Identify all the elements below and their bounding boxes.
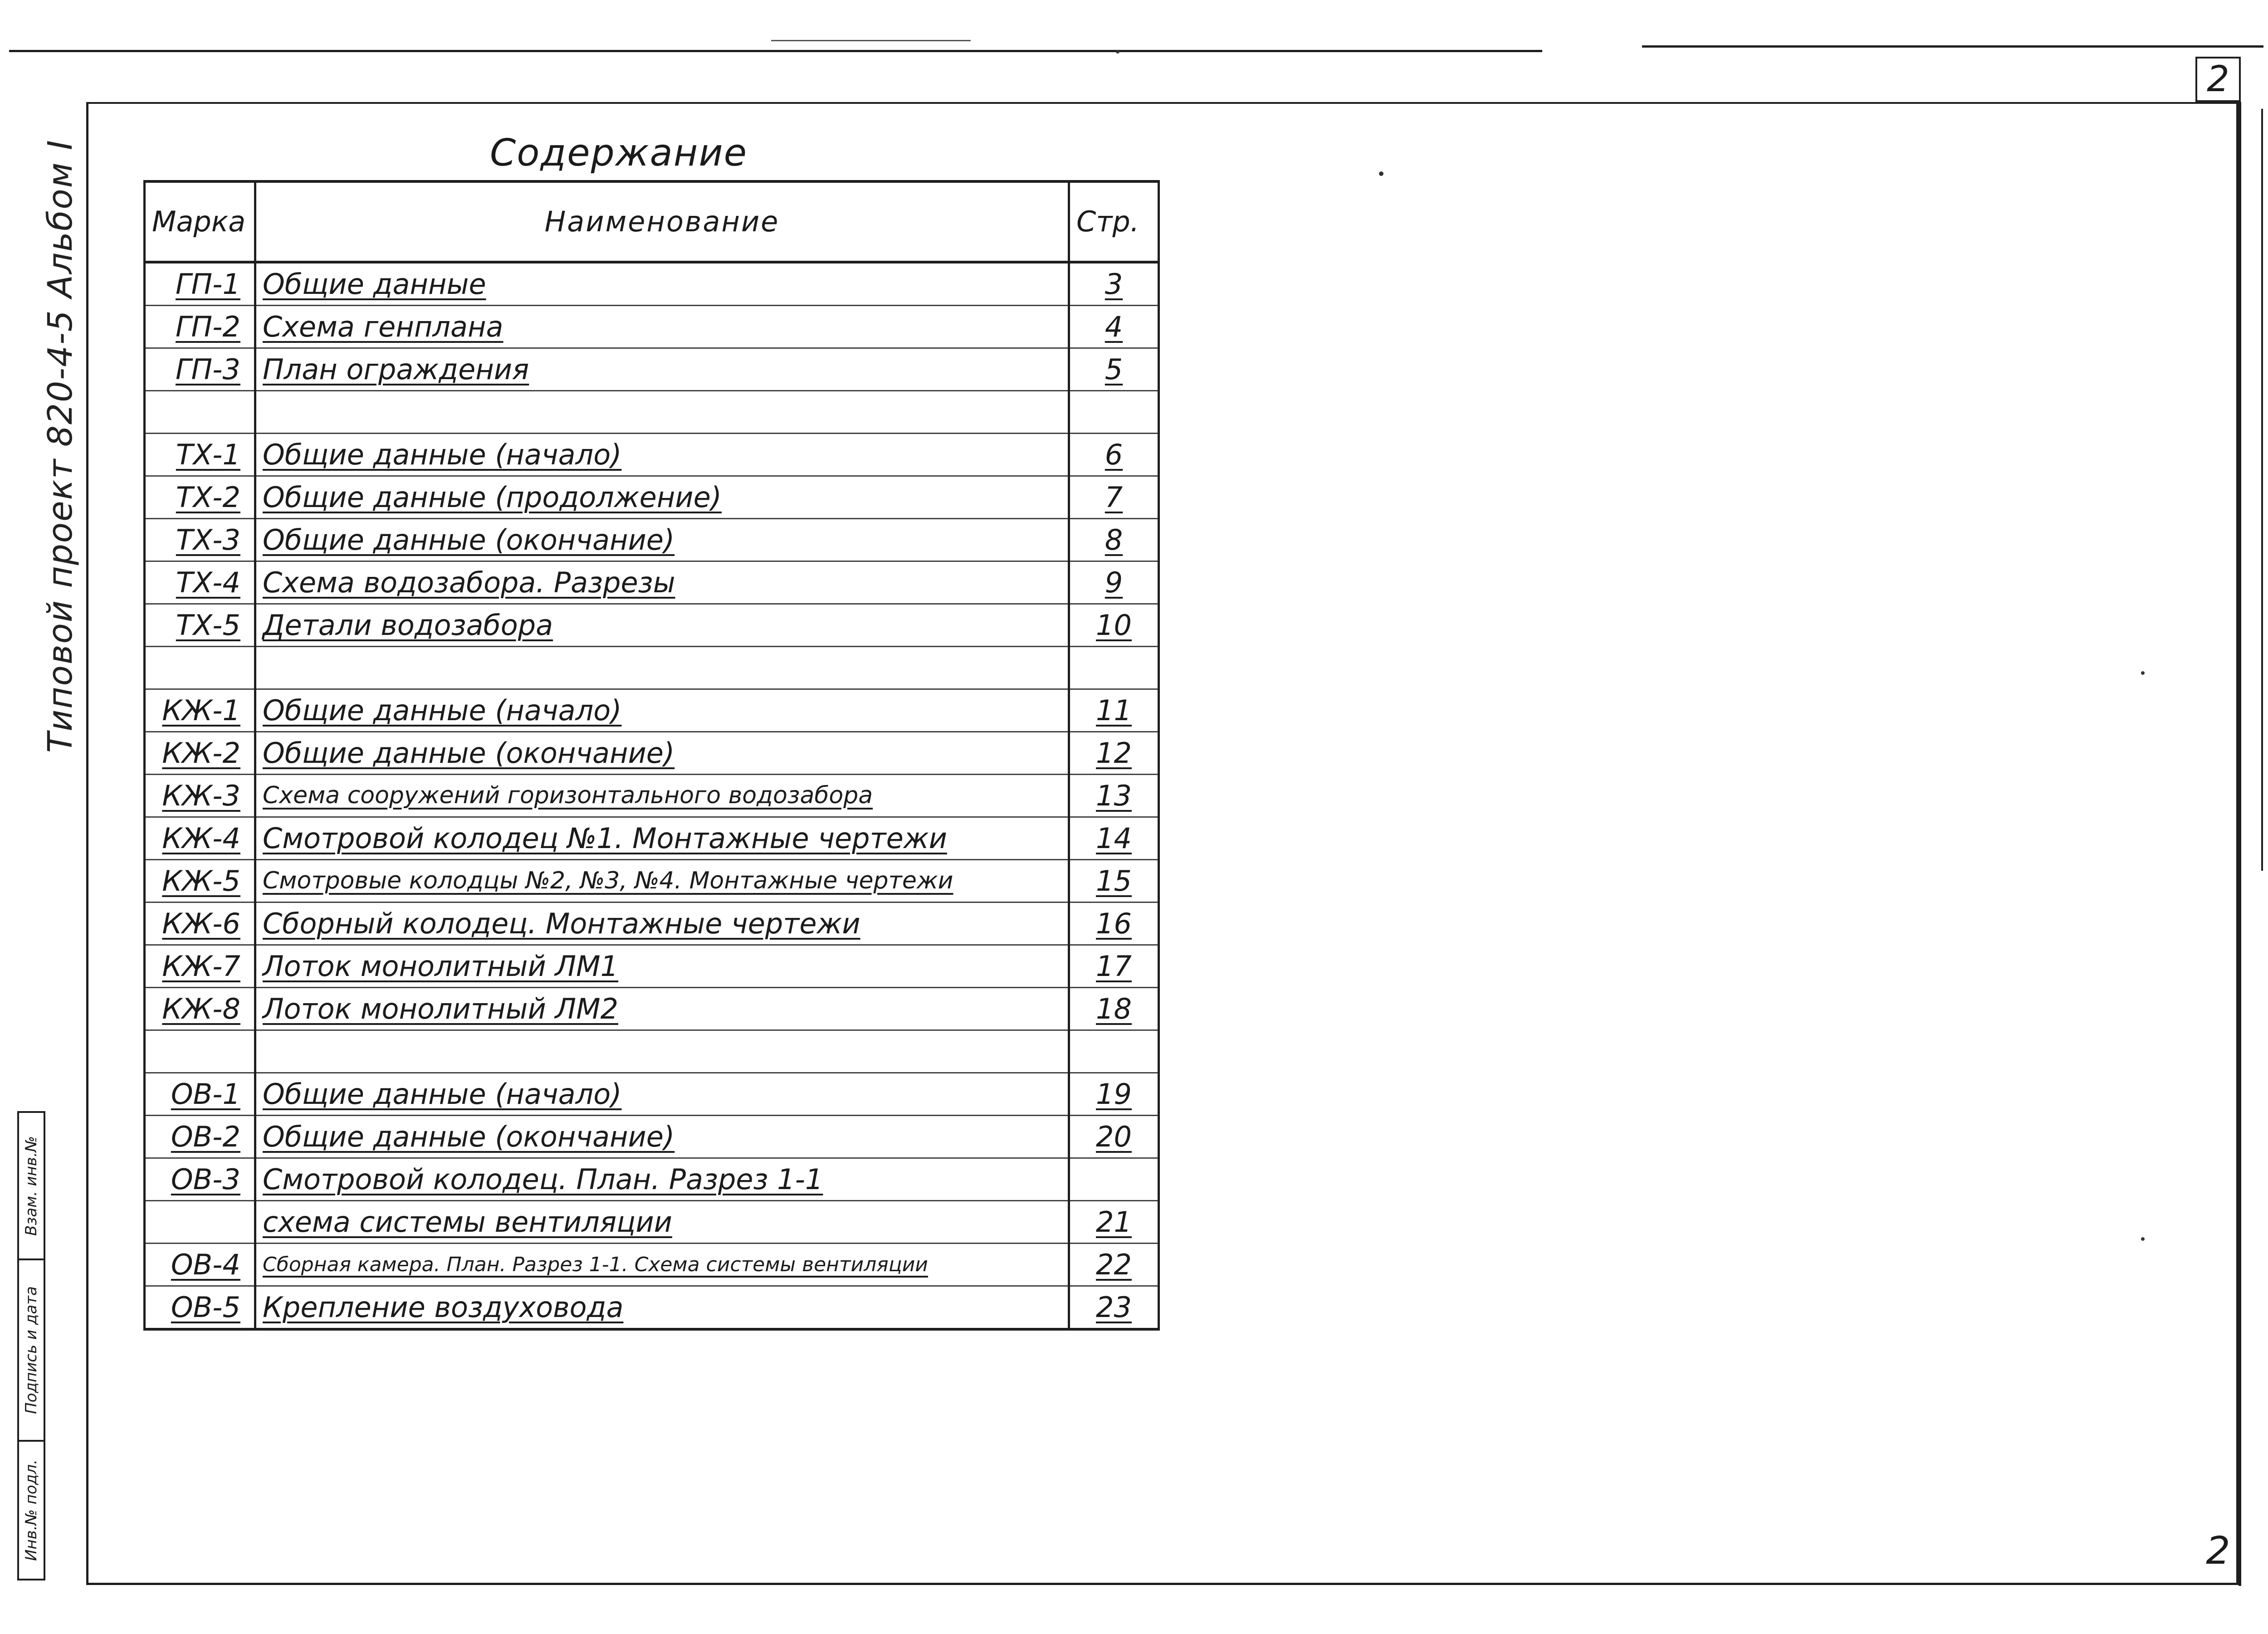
right-frame-line: [2239, 102, 2241, 1586]
row-page: [1069, 519, 1159, 561]
row-name-text: Общие данные (начало): [263, 1078, 622, 1111]
contents-title: Содержание: [490, 132, 748, 175]
row-name-text: Лоток монолитный ЛМ2: [263, 992, 619, 1025]
row-page: [1069, 306, 1159, 348]
row-name-text: Общие данные (окончание): [263, 523, 675, 556]
row-code-text: КЖ-5: [162, 864, 240, 897]
table-row: [145, 647, 1159, 689]
row-code-text: ОВ-5: [171, 1291, 240, 1324]
right-outer-line: [2261, 109, 2263, 871]
row-code-text: ТХ-3: [176, 523, 240, 556]
row-name-text: Общие данные (продолжение): [263, 481, 722, 514]
row-page: [1069, 945, 1159, 988]
row-name-text: Смотровой колодец. План. Разрез 1-1: [263, 1163, 823, 1196]
table-row: [145, 1158, 1159, 1201]
row-code: [145, 434, 255, 476]
row-name-text: Крепление воздуховода: [263, 1291, 624, 1324]
row-code: [145, 902, 255, 945]
row-name: [255, 1116, 1069, 1158]
row-page-text: 9: [1105, 566, 1123, 599]
stamp-cell: [19, 1260, 44, 1442]
row-page-text: 21: [1096, 1205, 1132, 1239]
row-page-text: 19: [1096, 1078, 1132, 1111]
row-page-text: 15: [1096, 864, 1132, 897]
row-page: [1069, 1073, 1159, 1116]
row-name: [255, 689, 1069, 732]
row-page: [1069, 561, 1159, 604]
stamp-label: Инв.№ подл.: [22, 1459, 41, 1561]
row-code: [145, 1073, 255, 1116]
table-row: [145, 945, 1159, 988]
table-row: [145, 306, 1159, 348]
row-name-text: Общие данные: [263, 268, 486, 301]
table-row: [145, 434, 1159, 476]
row-page: [1069, 604, 1159, 647]
row-code: [145, 306, 255, 348]
row-code-text: КЖ-8: [162, 992, 240, 1025]
row-page: [1069, 647, 1159, 689]
row-code-text: КЖ-4: [162, 822, 240, 855]
table-row: [145, 689, 1159, 732]
row-page-text: 13: [1096, 779, 1132, 812]
contents-table: [143, 180, 1160, 1331]
row-page-text: 10: [1096, 609, 1132, 642]
row-name-text: Общие данные (окончание): [263, 737, 675, 770]
table-row: [145, 262, 1159, 306]
top-dash-mark: [771, 40, 971, 41]
row-page-text: 16: [1096, 907, 1132, 940]
table-row: [145, 519, 1159, 561]
table-row: [145, 604, 1159, 647]
row-name-text: Детали водозабора: [263, 609, 553, 642]
row-name-text: Общие данные (начало): [263, 694, 622, 727]
row-page: [1069, 1286, 1159, 1330]
row-page-text: 14: [1096, 822, 1132, 855]
row-page-text: 18: [1096, 992, 1132, 1025]
row-code: [145, 988, 255, 1030]
row-code-text: ГП-3: [176, 353, 240, 386]
row-code: [145, 519, 255, 561]
row-page-text: 8: [1105, 523, 1123, 556]
row-code-text: ТХ-5: [176, 609, 240, 642]
row-name-text: Лоток монолитный ЛМ1: [263, 950, 619, 983]
row-name-text: Схема генплана: [263, 310, 503, 343]
row-code: [145, 1030, 255, 1073]
scan-speck: [1116, 50, 1119, 54]
table-row: [145, 1244, 1159, 1286]
row-code: [145, 1158, 255, 1201]
stamp-cell: [19, 1442, 44, 1579]
top-border-line: [9, 50, 1542, 52]
row-name: [255, 1073, 1069, 1116]
row-page: [1069, 391, 1159, 434]
row-name: [255, 348, 1069, 391]
row-code-text: ОВ-2: [171, 1120, 240, 1153]
row-name-text: Схема сооружений горизонтального водозабора: [263, 782, 873, 809]
row-name: [255, 604, 1069, 647]
row-code-text: ОВ-3: [171, 1163, 240, 1196]
row-name: [255, 945, 1069, 988]
row-name: [255, 519, 1069, 561]
row-code: [145, 476, 255, 519]
table-row: [145, 817, 1159, 860]
row-page: [1069, 689, 1159, 732]
row-code: [145, 775, 255, 817]
row-name: [255, 860, 1069, 902]
row-page-text: 3: [1105, 268, 1123, 301]
row-code: [145, 860, 255, 902]
row-code: [145, 262, 255, 306]
table-row: [145, 348, 1159, 391]
row-code: [145, 391, 255, 434]
header-page: Стр.: [1069, 181, 1159, 262]
row-name: [255, 391, 1069, 434]
table-row: [145, 860, 1159, 902]
row-code-text: ОВ-1: [171, 1078, 240, 1111]
table-row: [145, 775, 1159, 817]
row-code-text: ТХ-1: [176, 438, 240, 471]
row-code-text: КЖ-7: [162, 950, 240, 983]
row-page: [1069, 1116, 1159, 1158]
table-header-row: [145, 181, 1159, 262]
row-page-text: 11: [1096, 694, 1132, 727]
row-code: [145, 348, 255, 391]
table-row: [145, 732, 1159, 775]
row-name: [255, 902, 1069, 945]
row-name-text: Сборная камера. План. Разрез 1-1. Схема системы вентиляции: [263, 1253, 928, 1276]
stamp-cell: [19, 1113, 44, 1260]
row-page: [1069, 817, 1159, 860]
row-page-text: 5: [1105, 353, 1123, 386]
row-name-text: Общие данные (начало): [263, 438, 622, 471]
table-row: [145, 1030, 1159, 1073]
row-page-text: 7: [1105, 481, 1123, 514]
row-name-text: План ограждения: [263, 353, 529, 386]
table-row: [145, 902, 1159, 945]
side-project-title: Типовой проект 820-4-5 Альбом I: [41, 139, 80, 753]
row-page-text: 4: [1105, 310, 1123, 343]
row-name: [255, 262, 1069, 306]
table-row: [145, 476, 1159, 519]
row-code: [145, 817, 255, 860]
row-page: [1069, 902, 1159, 945]
scan-speck: [1379, 171, 1383, 176]
row-page: [1069, 988, 1159, 1030]
row-page: [1069, 1201, 1159, 1244]
approval-stamp: [17, 1111, 45, 1580]
row-name: [255, 1158, 1069, 1201]
stamp-label: Взам. инв.№: [22, 1136, 41, 1236]
row-page-text: 6: [1105, 438, 1123, 471]
table-row: [145, 1286, 1159, 1330]
row-page-text: 22: [1096, 1248, 1132, 1281]
table-row: [145, 988, 1159, 1030]
row-code: [145, 1116, 255, 1158]
row-code: [145, 1201, 255, 1244]
row-page: [1069, 434, 1159, 476]
table-row: [145, 561, 1159, 604]
row-page: [1069, 262, 1159, 306]
row-code: [145, 647, 255, 689]
row-page: [1069, 732, 1159, 775]
row-code: [145, 1286, 255, 1330]
row-name-text: Схема водозабора. Разрезы: [263, 566, 675, 599]
row-code-text: ТХ-4: [176, 566, 240, 599]
row-code-text: КЖ-3: [162, 779, 240, 812]
row-page: [1069, 1244, 1159, 1286]
row-name: [255, 476, 1069, 519]
row-page-text: 12: [1096, 737, 1132, 770]
row-code: [145, 604, 255, 647]
row-name: [255, 434, 1069, 476]
row-code-text: КЖ-1: [162, 694, 240, 727]
row-page: [1069, 1158, 1159, 1201]
sheet-number-bottom: 2: [2206, 1528, 2230, 1573]
row-name: [255, 306, 1069, 348]
table-row: [145, 1073, 1159, 1116]
scan-speck: [2141, 671, 2145, 675]
row-page-text: 17: [1096, 950, 1132, 983]
row-code: [145, 689, 255, 732]
row-page: [1069, 348, 1159, 391]
row-name-text: Сборный колодец. Монтажные чертежи: [263, 907, 860, 940]
header-code: Марка: [145, 181, 255, 262]
row-name-text: Общие данные (окончание): [263, 1120, 675, 1153]
row-page: [1069, 860, 1159, 902]
header-name: Наименование: [255, 181, 1069, 262]
row-name: [255, 988, 1069, 1030]
stamp-label: Подпись и дата: [22, 1286, 41, 1414]
row-name-text: схема системы вентиляции: [263, 1205, 672, 1239]
row-code-text: КЖ-6: [162, 907, 240, 940]
row-page: [1069, 775, 1159, 817]
table-row: [145, 1116, 1159, 1158]
sheet-number: 2: [2207, 59, 2229, 100]
table-row: [145, 1201, 1159, 1244]
row-page-text: 23: [1096, 1291, 1132, 1324]
row-code: [145, 1244, 255, 1286]
row-name: [255, 647, 1069, 689]
row-code-text: КЖ-2: [162, 737, 240, 770]
top-border-line-right: [1642, 45, 2263, 48]
row-name: [255, 1286, 1069, 1330]
sheet-number-box: [2195, 57, 2241, 102]
row-page: [1069, 1030, 1159, 1073]
row-code-text: ОВ-4: [171, 1248, 240, 1281]
row-page: [1069, 476, 1159, 519]
row-code: [145, 732, 255, 775]
row-code-text: ТХ-2: [176, 481, 240, 514]
row-name: [255, 1244, 1069, 1286]
table-row: [145, 391, 1159, 434]
row-name: [255, 1201, 1069, 1244]
row-code-text: ГП-2: [176, 310, 240, 343]
row-code: [145, 561, 255, 604]
row-name: [255, 1030, 1069, 1073]
row-name: [255, 775, 1069, 817]
row-code-text: ГП-1: [176, 268, 240, 301]
row-name: [255, 817, 1069, 860]
row-code: [145, 945, 255, 988]
scan-speck: [2141, 1237, 2145, 1241]
row-page-text: 20: [1096, 1120, 1132, 1153]
row-name-text: Смотровые колодцы №2, №3, №4. Монтажные чертежи: [263, 867, 953, 894]
row-name: [255, 561, 1069, 604]
row-name: [255, 732, 1069, 775]
row-name-text: Смотровой колодец №1. Монтажные чертежи: [263, 822, 947, 855]
